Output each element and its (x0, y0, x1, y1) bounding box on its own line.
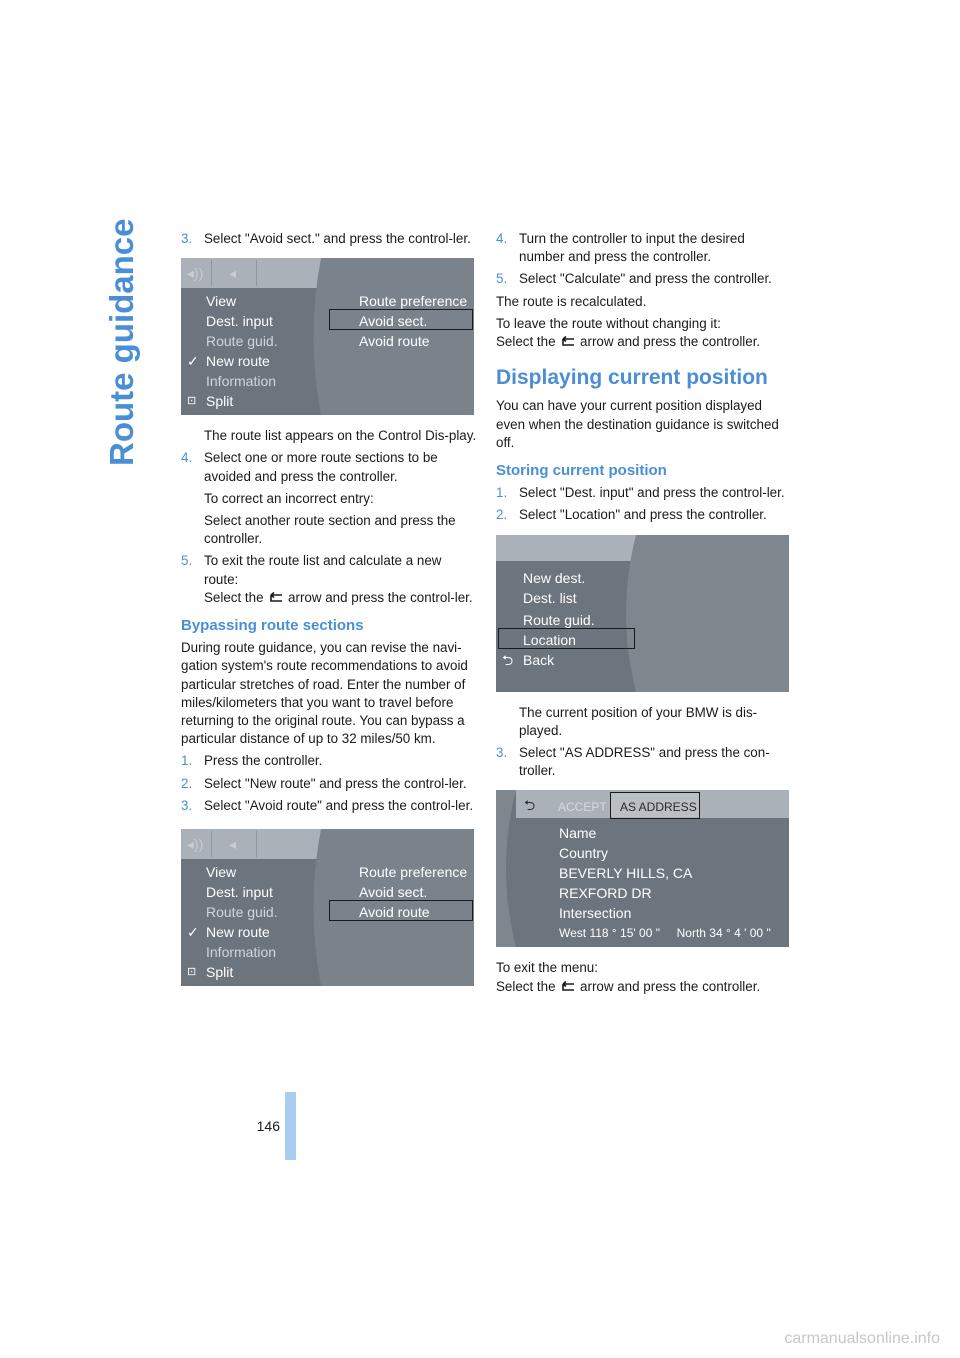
item-city: BEVERLY HILLS, CA (559, 865, 693, 882)
step-5-right: 5. Select "Calculate" and press the controller. (496, 271, 772, 287)
menu-split: Split (206, 964, 234, 981)
store-step-3: 3. Select "AS ADDRESS" and press the con-troller. (496, 745, 770, 779)
screenshot-avoid-sect (181, 258, 474, 415)
menu-new-route: New route (206, 924, 270, 941)
route-list-note: The route list appears on the Control Dis-play. (204, 428, 477, 444)
menu-view: View (206, 864, 237, 881)
menu-route-preference: Route preference (359, 864, 468, 881)
heading-bypassing-route-sections: Bypassing route sections (181, 617, 364, 635)
menu-split: Split (206, 393, 234, 410)
heading-displaying-current-position: Displaying current position (496, 366, 768, 390)
menu-dest-input: Dest. input (206, 884, 273, 901)
screenshot-avoid-route (181, 829, 474, 986)
step-3: 3. Select "Avoid sect." and press the control-ler. (181, 231, 471, 246)
menu-avoid-sect: Avoid sect. (359, 884, 428, 901)
screenshot-location (496, 535, 789, 692)
bypass-step-2: 2. Select "New route" and press the control-ler. (181, 775, 467, 791)
menu-route-preference: Route preference (359, 293, 468, 310)
exit-menu-note: To exit the menu: Select the arrow and press the controller. (496, 960, 761, 994)
menu-route-guid: Route guid. (206, 904, 278, 921)
step-5: 5. To exit the route list and calculate a new route: Select the arrow and press the control-ler. (181, 553, 473, 605)
check-icon: ✓ (187, 353, 199, 370)
screenshot-as-address (496, 790, 789, 947)
menu-information: Information (206, 373, 277, 390)
recalculated-note: The route is recalculated. (496, 293, 647, 309)
menu-new-route: New route (206, 353, 270, 370)
menu-route-guid: Route guid. (523, 611, 595, 628)
bypass-step-1: 1. Press the controller. (181, 753, 323, 769)
item-intersection: Intersection (559, 905, 632, 922)
item-name: Name (559, 825, 597, 842)
menu-information: Information (206, 944, 277, 961)
menu-new-dest: New dest. (523, 569, 586, 586)
current-position-note: The current position of your BMW is dis-played. (519, 704, 758, 738)
menu-dest-list: Dest. list (523, 589, 577, 606)
menu-view: View (206, 293, 237, 310)
heading-storing-current-position: Storing current position (496, 462, 667, 480)
back-arrow-icon (267, 592, 284, 603)
speaker-icon: ◂)) (187, 265, 204, 282)
menu-location: Location (523, 631, 576, 648)
correct-entry-2: Select another route section and press the controller. (204, 513, 456, 547)
step-4-right: 4. Turn the controller to input the desired number and press the controller. (496, 231, 745, 265)
back-icon: ⮌ (502, 651, 514, 668)
mute-icon: ◂ (229, 265, 237, 282)
item-country: Country (559, 845, 609, 862)
as-address-button: AS ADDRESS (620, 800, 697, 815)
correct-entry-1: To correct an incorrect entry: (204, 490, 374, 506)
accept-button: ACCEPT (558, 800, 607, 815)
store-step-2: 2. Select "Location" and press the controller. (496, 507, 767, 523)
left-column (181, 230, 477, 998)
section-title: Route guidance (103, 218, 140, 466)
display-paragraph: You can have your current position displayed even when the destination guidance is switched off. (496, 398, 779, 450)
split-icon: ⊡ (187, 966, 197, 979)
back-icon: ⮌ (524, 797, 536, 814)
leave-route-note: To leave the route without changing it: Select the arrow and press the controller. (496, 315, 761, 350)
split-icon: ⊡ (187, 395, 197, 408)
step-4: 4. Select one or more route sections to be avoided and press the controller. (181, 450, 438, 484)
menu-route-guid: Route guid. (206, 333, 278, 350)
store-step-1: 1. Select "Dest. input" and press the control-ler. (496, 485, 785, 501)
menu-back: Back (523, 651, 555, 668)
right-column (496, 230, 792, 1000)
bypass-step-3: 3. Select "Avoid route" and press the control-ler. (181, 797, 474, 813)
coordinates: West 118 ° 15' 00 " North 34 ° 4 ' 00 " (559, 926, 771, 941)
menu-avoid-route: Avoid route (359, 904, 430, 921)
page-number: 146 (256, 1118, 280, 1134)
bypass-paragraph: During route guidance, you can revise the navi-gation system's route recommendations to avoid particular stretches of road. Enter the number of miles/kilometers that you want to travel before returning to the original route. You can bypass a particular distance of up to 32 miles/50 km. (181, 640, 468, 747)
menu-avoid-sect: Avoid sect. (359, 313, 428, 330)
page-number-bar (285, 1092, 296, 1160)
item-street: REXFORD DR (559, 885, 652, 902)
back-arrow-icon (559, 981, 576, 992)
back-arrow-icon (559, 336, 576, 347)
menu-avoid-route: Avoid route (359, 333, 430, 350)
check-icon: ✓ (187, 924, 199, 941)
menu-dest-input: Dest. input (206, 313, 273, 330)
speaker-icon: ◂)) (187, 836, 204, 853)
mute-icon: ◂ (229, 836, 237, 853)
